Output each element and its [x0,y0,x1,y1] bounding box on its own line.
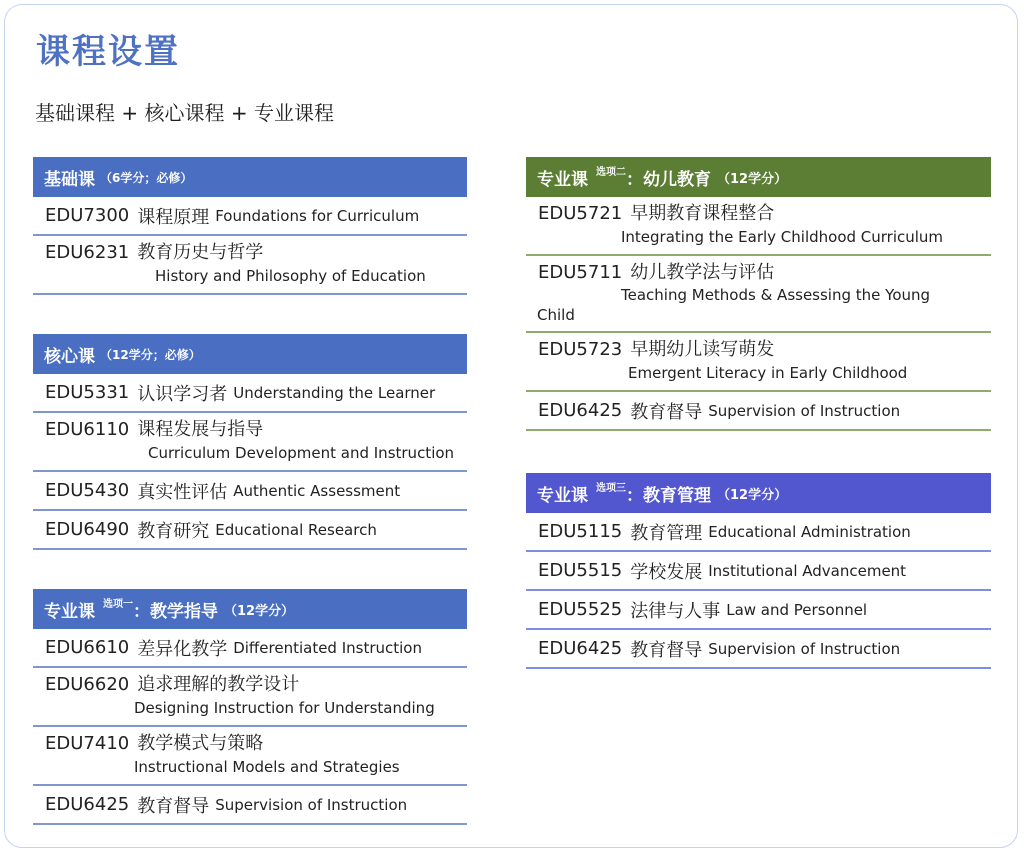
page-subtitle: 基础课程 + 核心课程 + 专业课程 [35,101,334,125]
course-code: EDU5723 [538,339,623,360]
course-row [526,513,991,552]
course-name-cn: 真实性评估 [137,481,228,503]
option3-block [526,473,991,669]
course-name-en: Educational Research [215,520,377,539]
course-code: EDU5711 [538,262,623,283]
course-row [526,256,991,333]
course-name-en: Supervision of Instruction [708,639,901,658]
course-name-en: Differentiated Instruction [233,638,422,657]
block-name: 核心课 [44,346,95,367]
course-code: EDU6490 [45,519,130,540]
course-code: EDU7410 [45,733,130,754]
block-note: （12学分；必修） [100,347,201,362]
course-name-en: Authentic Assessment [233,481,401,500]
course-name-en: Instructional Models and Strategies [134,758,400,776]
course-row [33,413,467,472]
course-name-cn: 早期教育课程整合 [630,203,775,224]
course-name-en: Foundations for Curriculum [215,206,420,225]
course-name-en: Supervision of Instruction [708,401,901,420]
course-name-cn: 教育督导 [630,401,703,423]
course-code: EDU7300 [45,205,130,226]
core-block [33,334,467,550]
course-name-cn: 早期幼儿读写萌发 [630,339,775,360]
course-code: EDU5721 [538,203,623,224]
course-code: EDU6231 [45,242,130,263]
course-row [526,552,991,591]
course-row [33,472,467,511]
block-credits: （12学分） [224,603,295,619]
course-row [33,511,467,550]
block-option: 选项二 [596,166,626,178]
course-row [526,333,991,392]
block-option: 选项一 [103,598,133,610]
block-credits: （12学分） [717,487,788,503]
page-title: 课程设置 [36,32,180,72]
course-row [33,197,467,236]
option2-header [526,157,991,197]
block-area: ：教育管理 [626,485,711,506]
option3-header [526,473,991,513]
course-code: EDU6425 [45,794,130,815]
course-code: EDU5515 [538,560,623,581]
option1-block [33,589,467,825]
block-area: ：幼儿教育 [626,169,711,190]
course-code: EDU5115 [538,521,623,542]
course-row [33,236,467,295]
block-name: 专业课 [537,169,588,190]
course-name-en: Designing Instruction for Understanding [134,699,435,717]
course-name-en: Teaching Methods & Assessing the Young [621,286,931,304]
course-code: EDU6425 [538,400,623,421]
course-name-cn: 课程原理 [137,206,210,228]
course-name-en: Law and Personnel [726,600,868,619]
course-row [526,392,991,431]
block-name: 专业课 [537,485,588,506]
course-name-cn: 教育督导 [137,795,210,817]
course-name-en: Curriculum Development and Instruction [148,444,455,462]
course-name-cn: 教育督导 [630,639,703,661]
course-code: EDU5525 [538,599,623,620]
course-name-cn: 教育管理 [630,522,703,544]
course-row [33,786,467,825]
block-area: ：教学指导 [133,601,218,622]
course-name-en: Integrating the Early Childhood Curriculum [621,228,944,246]
course-code: EDU6425 [538,638,623,659]
course-name-cn: 差异化教学 [137,638,228,660]
course-name-cn: 课程发展与指导 [137,419,264,440]
foundation-header [33,157,467,197]
course-code: EDU5430 [45,480,130,501]
course-code: EDU6110 [45,419,130,440]
option2-block [526,157,991,431]
course-row [526,630,991,669]
course-name-cn: 教学模式与策略 [137,733,264,754]
course-name-cn: 幼儿教学法与评估 [630,262,775,283]
course-name-cn: 学校发展 [630,561,703,583]
block-name: 基础课 [44,169,95,190]
course-name-cn: 追求理解的教学设计 [137,674,300,695]
course-row [33,668,467,727]
course-name-en: Emergent Literacy in Early Childhood [628,364,908,382]
block-name: 专业课 [44,601,95,622]
course-name-en: Understanding the Learner [233,383,436,402]
course-code: EDU6610 [45,637,130,658]
course-name-cn: 教育历史与哲学 [137,242,264,263]
block-credits: （12学分） [717,171,788,187]
course-row [33,629,467,668]
course-row [33,727,467,786]
course-name-cn: 法律与人事 [630,600,721,622]
course-code: EDU5331 [45,382,130,403]
foundation-block [33,157,467,295]
course-name-en: History and Philosophy of Education [155,267,426,285]
course-name-cn: 认识学习者 [137,383,228,405]
course-name-en: Educational Administration [708,522,911,541]
course-row [526,591,991,630]
option1-header [33,589,467,629]
course-row [526,197,991,256]
course-code: EDU6620 [45,674,130,695]
course-row [33,374,467,413]
course-name-en-cont: Child [537,306,575,324]
course-name-en: Supervision of Instruction [215,795,408,814]
course-name-en: Institutional Advancement [708,561,907,580]
course-name-cn: 教育研究 [137,520,210,542]
block-note: （6学分；必修） [100,170,193,185]
core-header [33,334,467,374]
block-option: 选项三 [596,482,626,494]
